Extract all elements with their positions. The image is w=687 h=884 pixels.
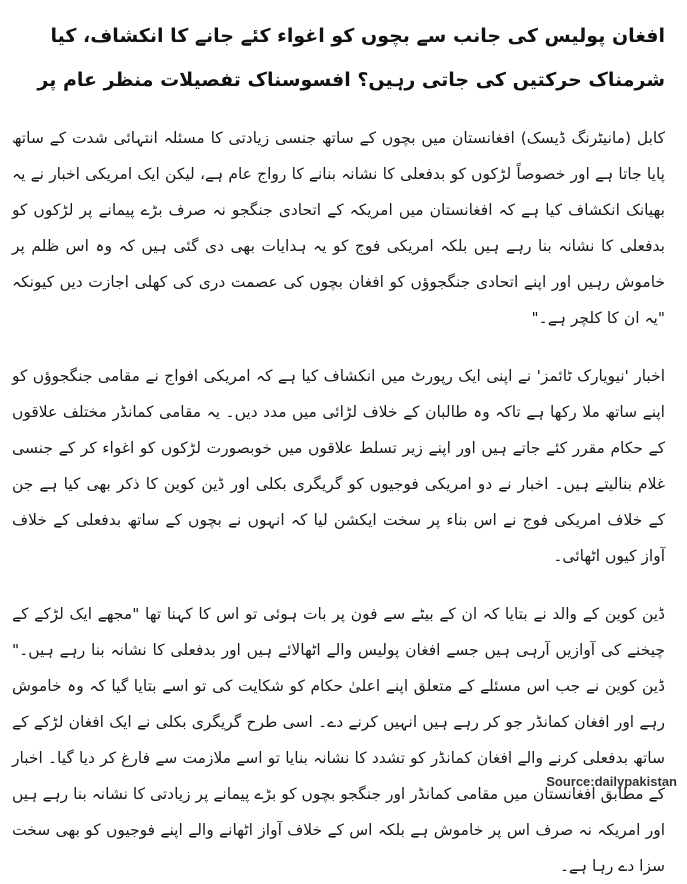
article-paragraph-3: ڈین کوین کے والد نے بتایا کہ ان کے بیٹے سے فون پر بات ہوئی تو اس کا کہنا تھا "مجھے ایک لڑکے کے چیخنے کی آوازیں آرہی ہیں جسے افغان پولیس والے اٹھالائے ہیں اور بدفعلی کا نشانہ بنا رہے ہیں۔" ڈین کوین نے جب اس مسئلے کے متعلق اپنے اعلیٰ حکام کو شکایت کی تو اسے بتایا گیا کہ وہ خاموش رہے اور افغان کمانڈر جو کر رہے ہیں انہیں کرنے دے۔ اسی طرح گریگری بکلی نے ایک افغان لڑکے کے ساتھ بدفعلی کرنے والے افغان کمانڈر کو تشدد کا نشانہ بنایا تو اسے ملازمت سے فارغ کر دیا گیا۔ اخبار کے مطابق افغانستان میں مقامی کمانڈر اور جنگجو بچوں کو بڑے پیمانے پر زیادتی کا نشانہ بنا رہے ہیں اور امریکہ نہ صرف اس پر خاموش ہے بلکہ اس کے خلاف آواز اٹھانے والے اپنے فوجیوں کو بھی سخت سزا دے رہا ہے۔ bbox=[12, 605, 665, 875]
article-headline: افغان پولیس کی جانب سے بچوں کو اغواء کئے جانے کا انکشاف، کیا شرمناک حرکتیں کی جاتی رہیں؟ افسوسناک تفصیلات منظر عام پر bbox=[37, 25, 665, 91]
article-paragraph-2: اخبار 'نیویارک ٹائمز' نے اپنی ایک رپورٹ میں انکشاف کیا ہے کہ امریکی افواج نے مقامی جنگجوؤں کو اپنے ساتھ ملا رکھا ہے تاکہ وہ طالبان کے خلاف لڑائی میں مدد دیں۔ یہ مقامی کمانڈر مختلف علاقوں کے حکام مقرر کئے جاتے ہیں اور اپنے زیر تسلط علاقوں میں خوبصورت لڑکوں کو اغواء کر کے جنسی غلام بنالیتے ہیں۔ اخبار نے دو امریکی فوجیوں کو گریگری بکلی اور ڈین کوین کا ذکر بھی کیا ہے جن کے خلاف امریکی فوج نے اس بناء پر سخت ایکشن لیا کہ انہوں نے بچوں کے ساتھ بدفعلی کے خلاف آواز کیوں اٹھائی۔ bbox=[12, 367, 665, 565]
article-paragraph-1: کابل (مانیٹرنگ ڈیسک) افغانستان میں بچوں کے ساتھ جنسی زیادتی کا مسئلہ انتہائی شدت کے ساتھ پایا جاتا ہے اور خصوصاً لڑکوں کو بدفعلی کا نشانہ بنانے کا رواج عام ہے، لیکن ایک امریکی اخبار نے یہ بھیانک انکشاف کیا ہے کہ افغانستان میں امریکہ کے اتحادی جنگجو نہ صرف بڑے پیمانے پر لڑکوں کو بدفعلی کا نشانہ بنا رہے ہیں بلکہ امریکی فوج کو یہ ہدایات بھی دی گئی ہیں کہ وہ اس ظلم پر خاموش رہیں اور اپنے اتحادی جنگجوؤں کو افغان بچوں کی عصمت دری کی کھلی اجازت دیں کیونکہ "یہ ان کا کلچر ہے۔" bbox=[12, 129, 665, 327]
source-credit: Source:dailypakistan bbox=[546, 774, 677, 789]
